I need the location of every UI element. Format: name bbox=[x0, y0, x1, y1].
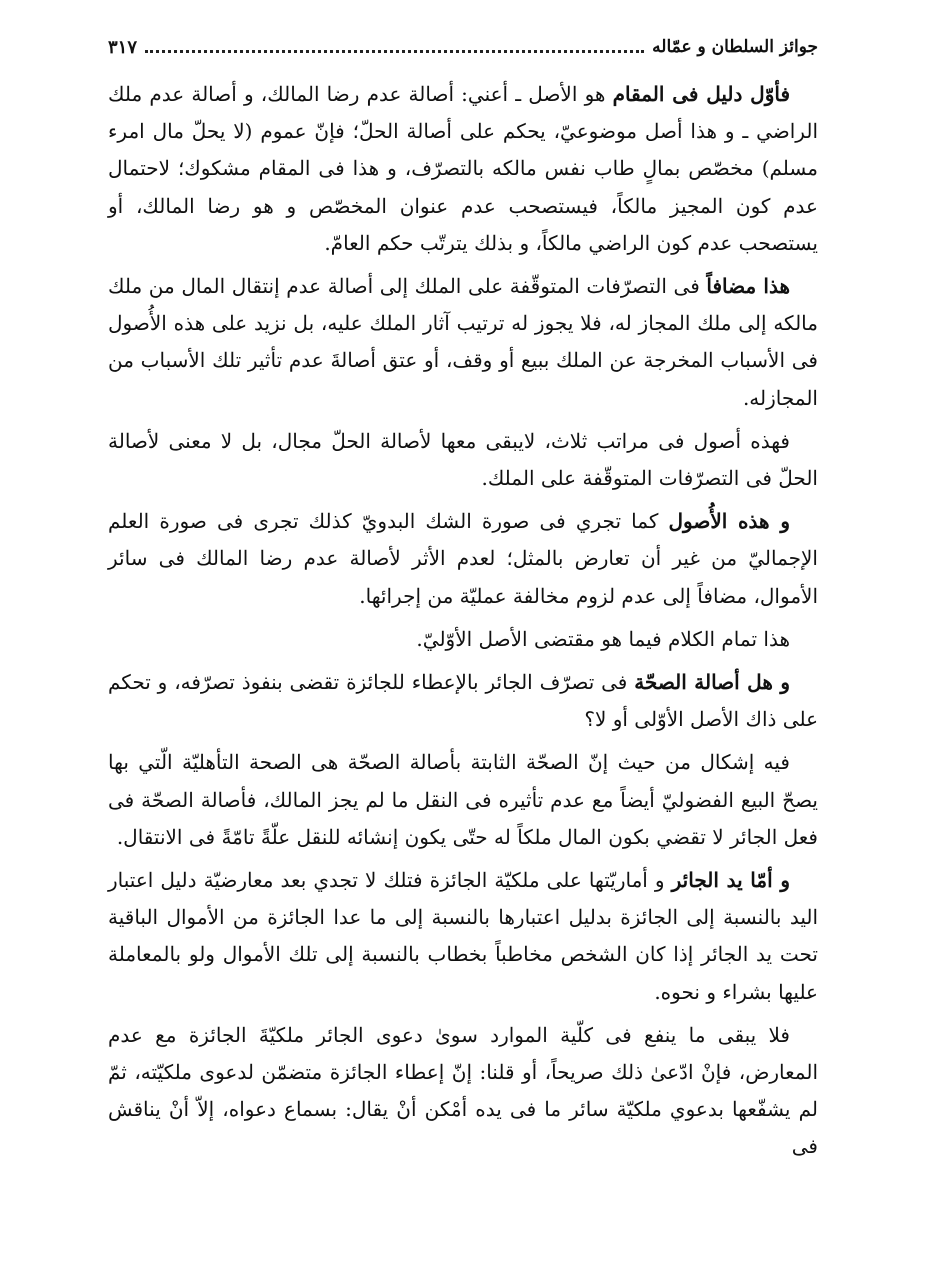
paragraph-text: فيه إشكال من حيث إنّ الصحّة الثابتة بأصالة الصحّة هى الصحة التأهليّة الّتي بها يصحّ البيع الفضوليّ أيضاً مع عدم تأثيره فى النقل ما لم يجز المالك، فأصالة الصحّة فى فعل الجائر لا تقضي بكون المال ملكاً له حتّى يكون إنشائه للنقل علّةً تامّةً فى الانتقال. bbox=[108, 750, 818, 849]
paragraph-lead: و هل أصالة الصحّة bbox=[634, 670, 790, 695]
paragraph bbox=[108, 268, 818, 417]
paragraph bbox=[108, 503, 818, 615]
paragraph bbox=[108, 621, 818, 658]
paragraph-lead: و هذه الأُصول bbox=[668, 509, 790, 534]
paragraph-text: هذا تمام الكلام فيما هو مقتضى الأصل الأوّليّ. bbox=[416, 626, 790, 651]
paragraph bbox=[108, 423, 818, 497]
page-body bbox=[108, 76, 818, 1172]
paragraph bbox=[108, 76, 818, 262]
paragraph-text: هو الأصل ـ أعني: أصالة عدم رضا المالك، و أصالة عدم ملك الراضي ـ و هذا أصل موضوعيّ، يحكم على أصالة الحلّ؛ فإنّ عموم (لا يحلّ مال امرء مسلم) مخصّص بمالٍ طاب نفس مالكه بالتصرّف، و هذا فى المقام مشكوك؛ لاحتمال عدم كون المجيز مالكاً، فيستصحب عدم عنوان المخصّص و هو رضا المالك، أو يستصحب عدم كون الراضي مالكاً، و بذلك يترتّب حكم العامّ. bbox=[108, 82, 818, 255]
paragraph bbox=[108, 744, 818, 856]
running-header bbox=[108, 30, 818, 64]
chapter-title: جوائز السلطان و عمّاله bbox=[652, 37, 818, 57]
paragraph bbox=[108, 1017, 818, 1166]
paragraph-text: و أماريّتها على ملكيّة الجائزة فتلك لا تجدي بعد معارضيّة دليل اعتبار اليد بالنسبة إلى الجائزة بدليل اعتبارها بالنسبة إلى ما عدا الجائزة من الأموال الباقية تحت يد الجائر إذا كان الشخص مخاطباً بخطاب بالنسبة إلى تلك الأموال ولو بالمعاملة عليها بشراء و نحوه. bbox=[108, 868, 818, 1004]
paragraph-lead: هذا مضافاً bbox=[706, 274, 790, 299]
page-number: ٣١٧ bbox=[108, 36, 138, 58]
paragraph-text: فهذه أصول فى مراتب ثلاث، لايبقى معها لأصالة الحلّ مجال، بل لا معنى لأصالة الحلّ فى التصرّفات المتوقّفة على الملك. bbox=[108, 428, 818, 491]
header-dot-leader bbox=[145, 50, 644, 53]
paragraph bbox=[108, 664, 818, 738]
paragraph-text: فلا يبقى ما ينفع فى كلّية الموارد سوىٰ دعوى الجائر ملكيّةَ الجائزة مع عدم المعارض، فإنْ ادّعىٰ ذلك صريحاً، أو قلنا: إنّ إعطاء الجائزة متضمّن لدعوى ملكيّته، ثمّ لم يشفّعها بدعوي ملكيّة سائر ما فى يده أمْكن أنْ يقال: بسماع دعواه، إلاّ أنْ يناقش فى bbox=[108, 1022, 818, 1159]
paragraph bbox=[108, 862, 818, 1011]
paragraph-lead: و أمّا يد الجائر bbox=[671, 868, 790, 893]
paragraph-text: فى تصرّف الجائر بالإعطاء للجائزة تقضى بنفوذ تصرّفه، و تحكم على ذاك الأصل الأوّلى أو لا؟ bbox=[108, 670, 818, 732]
paragraph-text: فى التصرّفات المتوقّفة على الملك إلى أصالة عدم إنتقال المال من ملك مالكه إلى ملك المجاز له، فلا يجوز له ترتيب آثار الملك عليه، بل نزيد على هذه الأُصول فى الأسباب المخرجة عن الملك ببيع أو وقف، أو عتق أصالةَ عدم تأثير تلك الأسباب من المجازله. bbox=[108, 274, 818, 410]
paragraph-lead: فأوّل دليل فى المقام bbox=[612, 82, 791, 106]
paragraph-text: كما تجري فى صورة الشك البدويّ كذلك تجرى فى صورة العلم الإجماليّ من غير أن تعارض بالمثل؛ لعدم الأثر لأصالة عدم رضا المالك فى سائر الأموال، مضافاً إلى عدم لزوم مخالفة عمليّة من إجرائها. bbox=[108, 509, 818, 608]
